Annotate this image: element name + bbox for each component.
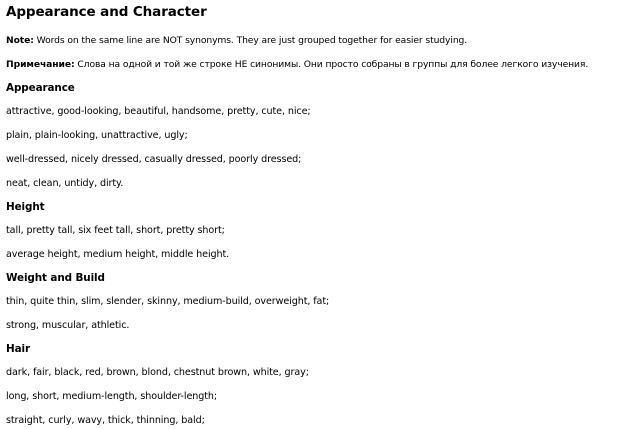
word-line: average height, medium height, middle height. xyxy=(6,249,230,260)
word-line: tall, pretty tall, six feet tall, short, pretty short; xyxy=(6,225,225,236)
note-text: Слова на одной и той же строке НЕ синонимы. Они просто собраны в группы для более легкого изучения. xyxy=(74,59,589,70)
section-heading-weight-and-build: Weight and Build xyxy=(6,272,105,284)
word-line: straight, curly, wavy, thick, thinning, bald; xyxy=(6,415,205,426)
section-heading-height: Height xyxy=(6,201,45,213)
section-heading-appearance: Appearance xyxy=(6,82,75,94)
note-label: Примечание: xyxy=(6,59,75,70)
word-line: long, short, medium-length, shoulder-length; xyxy=(6,391,218,402)
word-line: dark, fair, black, red, brown, blond, chestnut brown, white, gray; xyxy=(6,367,309,378)
note-label: Note: xyxy=(6,35,34,46)
word-line: plain, plain-looking, unattractive, ugly; xyxy=(6,130,188,141)
word-line: thin, quite thin, slim, slender, skinny, medium-build, overweight, fat; xyxy=(6,296,330,307)
word-line: attractive, good-looking, beautiful, handsome, pretty, cute, nice; xyxy=(6,106,311,117)
note-russian xyxy=(6,59,588,70)
word-line: well-dressed, nicely dressed, casually dressed, poorly dressed; xyxy=(6,154,302,165)
note-text: Words on the same line are NOT synonyms. They are just grouped together for easier studying. xyxy=(33,35,468,46)
word-line: neat, clean, untidy, dirty. xyxy=(6,178,124,189)
page-title: Appearance and Character xyxy=(6,4,207,20)
section-heading-hair: Hair xyxy=(6,343,30,355)
word-line: strong, muscular, athletic. xyxy=(6,320,130,331)
note-english xyxy=(6,35,467,46)
